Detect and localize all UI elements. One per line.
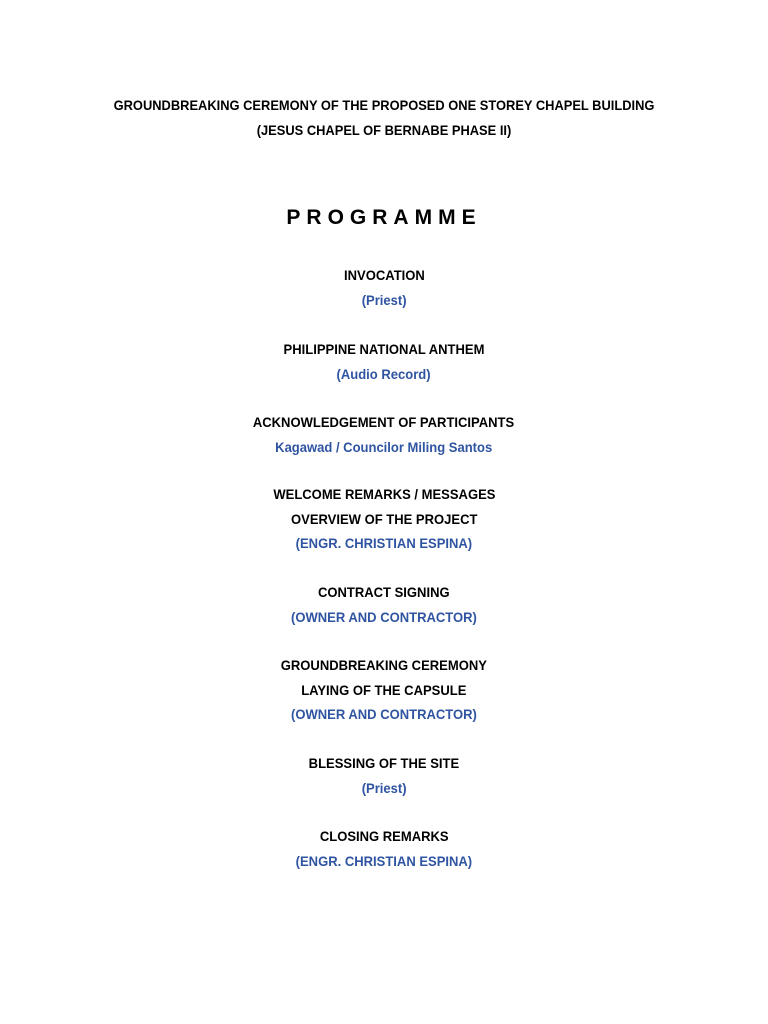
agenda-item-blessing (0, 751, 768, 800)
header-title: GROUNDBREAKING CEREMONY OF THE PROPOSED ONE STOREY CHAPEL BUILDING (113, 97, 655, 113)
header-subtitle: (JESUS CHAPEL OF BERNABE PHASE II) (256, 122, 512, 138)
agenda-item-title: CONTRACT SIGNING (318, 584, 450, 600)
programme-title: PROGRAMME (286, 206, 482, 229)
agenda-item-title: GROUNDBREAKING CEREMONY (280, 657, 488, 673)
agenda-item-closing-remarks (0, 824, 768, 873)
agenda-item-title: PHILIPPINE NATIONAL ANTHEM (283, 341, 485, 357)
agenda-item-national-anthem (0, 337, 768, 386)
agenda-item-person: Kagawad / Councilor Miling Santos (275, 438, 493, 455)
agenda-item-person: (ENGR. CHRISTIAN ESPINA) (295, 535, 473, 551)
agenda-item-groundbreaking (0, 653, 768, 727)
agenda-item-person: (OWNER AND CONTRACTOR) (291, 706, 477, 722)
agenda-item-welcome-remarks (0, 482, 768, 556)
agenda-item-title: WELCOME REMARKS / MESSAGES (272, 486, 496, 502)
agenda-item-invocation (0, 263, 768, 312)
agenda-item-person: (ENGR. CHRISTIAN ESPINA) (295, 852, 473, 869)
agenda-item-title: INVOCATION (343, 267, 425, 283)
agenda-item-contract-signing (0, 580, 768, 629)
agenda-item-title: BLESSING OF THE SITE (308, 755, 460, 771)
agenda-item-person: (OWNER AND CONTRACTOR) (291, 608, 477, 625)
agenda-item-person: (Priest) (361, 291, 407, 308)
agenda-item-title: CLOSING REMARKS (319, 828, 449, 844)
agenda-item-person: (Priest) (361, 779, 407, 796)
agenda-item-title: LAYING OF THE CAPSULE (301, 681, 467, 698)
agenda-item-title: OVERVIEW OF THE PROJECT (290, 510, 478, 527)
agenda-item-person: (Audio Record) (336, 365, 432, 382)
document-header (0, 93, 768, 143)
agenda-item-acknowledgement (0, 410, 768, 459)
agenda-item-title: ACKNOWLEDGEMENT OF PARTICIPANTS (253, 414, 515, 430)
